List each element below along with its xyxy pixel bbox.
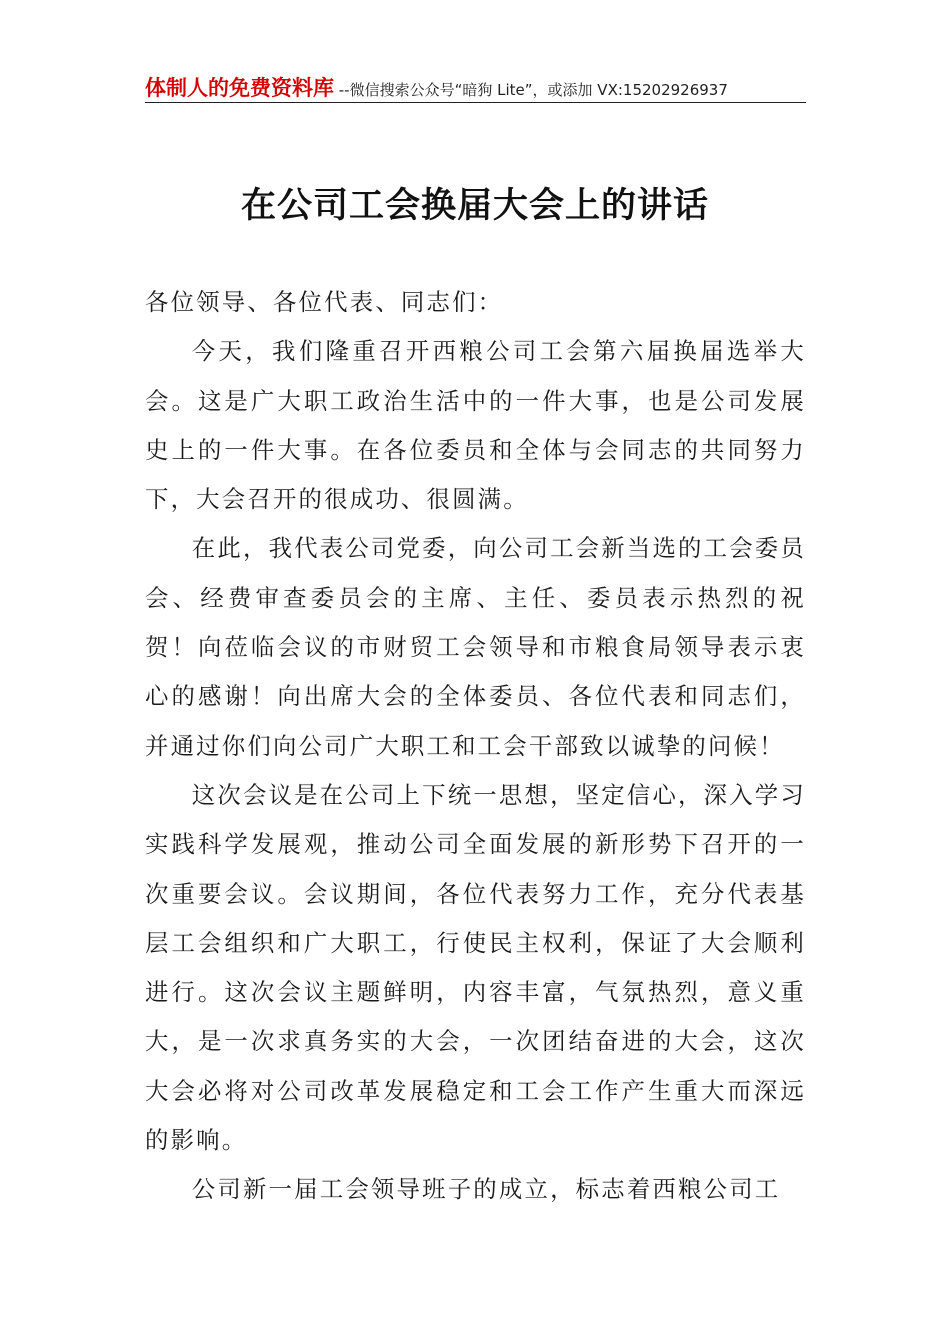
document-title: 在公司工会换届大会上的讲话 bbox=[240, 186, 709, 226]
header-brand: 体制人的免费资料库 bbox=[145, 76, 334, 100]
header-note: --微信搜索公众号“暗狗 Lite”，或添加 VX:15202926937 bbox=[334, 81, 728, 99]
paragraph: 在此，我代表公司党委，向公司工会新当选的工会委员会、经费审查委员会的主席、主任、委员表示热烈的祝贺！向莅临会议的市财贸工会领导和市粮食局领导表示衷心的感谢！向出席大会的全体委员、各位代表和同志们，并通过你们向公司广大职工和工会干部致以诚挚的问候！ bbox=[145, 534, 806, 760]
paragraph: 这次会议是在公司上下统一思想，坚定信心，深入学习实践科学发展观，推动公司全面发展的新形势下召开的一次重要会议。会议期间，各位代表努力工作，充分代表基层工会组织和广大职工，行使民主权利，保证了大会顺利进行。这次会议主题鲜明，内容丰富，气氛热烈，意义重大，是一次求真务实的大会，一次团结奋进的大会，这次大会必将对公司改革发展稳定和工会工作产生重大而深远的影响。 bbox=[145, 780, 806, 1155]
page-header bbox=[145, 72, 806, 103]
paragraph: 公司新一届工会领导班子的成立，标志着西粮公司工 bbox=[191, 1175, 781, 1204]
document-body bbox=[145, 278, 806, 1215]
paragraph: 今天，我们隆重召开西粮公司工会第六届换届选举大会。这是广大职工政治生活中的一件大事，也是公司发展史上的一件大事。在各位委员和全体与会同志的共同努力下，大会召开的很成功、很圆满。 bbox=[145, 337, 806, 514]
salutation: 各位领导、各位代表、同志们： bbox=[145, 288, 504, 316]
